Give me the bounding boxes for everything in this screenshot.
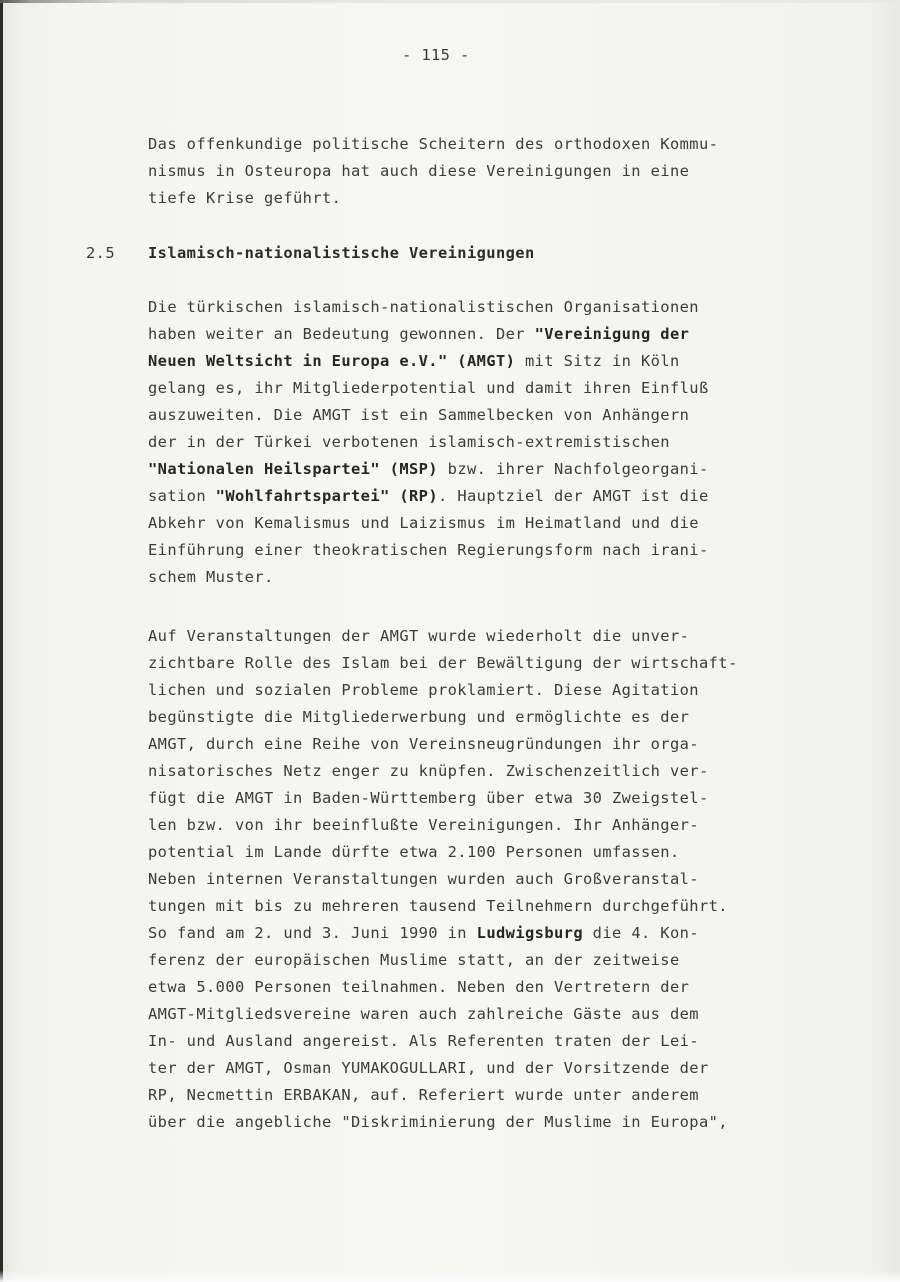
- scan-edge-bottom: [0, 1270, 900, 1282]
- scan-edge-left: [0, 0, 3, 1282]
- text-line: len bzw. von ihr beeinflußte Vereinigungen. Ihr Anhänger-: [148, 816, 699, 834]
- text-line: tungen mit bis zu mehreren tausend Teilnehmern durchgeführt.: [148, 897, 728, 915]
- text-line: schem Muster.: [148, 568, 274, 586]
- section-title: Islamisch-nationalistische Vereinigungen: [148, 244, 535, 262]
- text-line: [148, 348, 798, 375]
- text-line: zichtbare Rolle des Islam bei der Bewältigung der wirtschaft-: [148, 654, 738, 672]
- text-line: Neben internen Veranstaltungen wurden auch Großveranstal-: [148, 870, 699, 888]
- text-line: über die angebliche "Diskriminierung der Muslime in Europa",: [148, 1113, 728, 1131]
- text-line: lichen und sozialen Probleme proklamiert. Diese Agitation: [148, 681, 699, 699]
- bold-party-name: "Wohlfahrtspartei" (RP): [215, 487, 438, 505]
- text-line: auszuweiten. Die AMGT ist ein Sammelbecken von Anhängern: [148, 406, 690, 424]
- text-run: die 4. Kon-: [582, 924, 699, 942]
- text-line: nisatorisches Netz enger zu knüpfen. Zwischenzeitlich ver-: [148, 762, 709, 780]
- text-line: [148, 456, 798, 483]
- text-line: RP, Necmettin ERBAKAN, auf. Referiert wurde unter anderem: [148, 1086, 699, 1104]
- text-run: haben weiter an Bedeutung gewonnen. Der: [148, 325, 535, 343]
- text-line: [148, 483, 798, 510]
- text-line: gelang es, ihr Mitgliederpotential und damit ihren Einfluß: [148, 379, 709, 397]
- text-line: AMGT, durch eine Reihe von Vereinsneugründungen ihr orga-: [148, 735, 699, 753]
- text-line: Abkehr von Kemalismus und Laizismus im Heimatland und die: [148, 514, 699, 532]
- text-line: tiefe Krise geführt.: [148, 189, 342, 207]
- text-line: In- und Ausland angereist. Als Referenten traten der Lei-: [148, 1032, 699, 1050]
- text-line: Das offenkundige politische Scheitern des orthodoxen Kommu-: [148, 135, 719, 153]
- text-line: fügt die AMGT in Baden-Württemberg über etwa 30 Zweigstel-: [148, 789, 709, 807]
- text-line: [148, 920, 798, 947]
- page-number: - 115 -: [402, 46, 470, 64]
- text-line: etwa 5.000 Personen teilnahmen. Neben den Vertretern der: [148, 978, 690, 996]
- text-line: Auf Veranstaltungen der AMGT wurde wiederholt die unver-: [148, 627, 690, 645]
- text-run: bzw. ihrer Nachfolgeorgani-: [437, 460, 709, 478]
- text-line: begünstigte die Mitgliederwerbung und ermöglichte es der: [148, 708, 690, 726]
- text-line: ter der AMGT, Osman YUMAKOGULLARI, und der Vorsitzende der: [148, 1059, 709, 1077]
- text-run: sation: [148, 487, 216, 505]
- text-run: So fand am 2. und 3. Juni 1990 in: [148, 924, 477, 942]
- text-line: der in der Türkei verbotenen islamisch-extremistischen: [148, 433, 670, 451]
- text-line: ferenz der europäischen Muslime statt, an der zeitweise: [148, 951, 680, 969]
- bold-org-name: "Vereinigung der: [534, 325, 690, 343]
- text-run: mit Sitz in Köln: [515, 352, 680, 370]
- text-line: Einführung einer theokratischen Regierungsform nach irani-: [148, 541, 709, 559]
- bold-org-name: Neuen Weltsicht in Europa e.V." (AMGT): [148, 352, 516, 370]
- text-run: . Hauptziel der AMGT ist die: [438, 487, 709, 505]
- text-line: nismus in Osteuropa hat auch diese Vereinigungen in eine: [148, 162, 690, 180]
- scan-edge-top: [0, 0, 900, 3]
- bold-party-name: "Nationalen Heilspartei" (MSP): [148, 460, 438, 478]
- paragraph-1: [148, 294, 798, 591]
- section-number: 2.5: [86, 244, 115, 262]
- text-line: AMGT-Mitgliedsvereine waren auch zahlreiche Gäste aus dem: [148, 1005, 699, 1023]
- bold-place-name: Ludwigsburg: [476, 924, 583, 942]
- text-line: potential im Lande dürfte etwa 2.100 Personen umfassen.: [148, 843, 680, 861]
- intro-paragraph: [148, 131, 798, 212]
- text-line: [148, 321, 798, 348]
- text-line: Die türkischen islamisch-nationalistischen Organisationen: [148, 298, 699, 316]
- paragraph-2: [148, 623, 798, 1136]
